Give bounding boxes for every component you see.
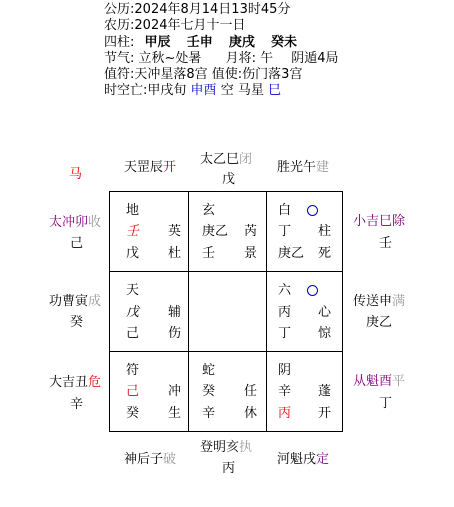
- sizhu-year: 甲辰: [144, 35, 171, 50]
- outer-right-bot-gan: 丁: [379, 396, 393, 411]
- outer-bot-right: [277, 452, 329, 468]
- outer-left-top: [49, 215, 101, 231]
- outer-top-left-tag: 开: [163, 160, 177, 175]
- circle-marker-icon: [307, 205, 318, 216]
- outer-left-bot-tag: 危: [88, 375, 102, 390]
- gongli-label: 公历: [104, 2, 131, 17]
- outer-left-bot-gan: 辛: [70, 397, 84, 412]
- jieqi-label: 节气: [104, 51, 131, 66]
- outer-bot-right-main: 河魁戌: [277, 452, 317, 467]
- grid-line-midleft: [188, 191, 189, 432]
- p4-star: 辅: [168, 305, 182, 320]
- outer-bot-right-tag: 定: [316, 452, 330, 467]
- outer-left-mid: [49, 294, 101, 310]
- p6-door: 惊: [318, 326, 332, 341]
- p3-star: 柱: [318, 224, 332, 239]
- p4-tian-gan: 戊: [126, 305, 140, 320]
- outer-right-mid-tag: 满: [392, 294, 406, 309]
- p2-di-gan: 壬: [202, 246, 216, 261]
- header-zhifu: [104, 67, 302, 83]
- ma-marker: 马: [69, 167, 83, 182]
- outer-top-right: [277, 160, 329, 176]
- sizhu-hour: 癸未: [271, 35, 298, 50]
- grid-line-midright: [266, 191, 267, 432]
- outer-top-mid-tag: 闭: [239, 152, 253, 167]
- outer-left-top-tag: 收: [88, 215, 102, 230]
- header-sizhu: [104, 35, 297, 51]
- p9-star: 蓬: [318, 384, 332, 399]
- outer-bot-mid-gan: 丙: [222, 461, 236, 476]
- p7-shen: 符: [126, 363, 140, 378]
- header-gongli: [104, 2, 290, 18]
- outer-left-mid-tag: 成: [88, 294, 102, 309]
- p4-di-gan: 己: [126, 326, 140, 341]
- outer-bot-left: [124, 452, 176, 468]
- header-nongli: [104, 18, 245, 34]
- outer-left-bot: [49, 375, 101, 391]
- outer-top-right-main: 胜光午: [277, 160, 317, 175]
- p4-shen: 天: [126, 283, 140, 298]
- p3-shen: 白: [278, 203, 292, 218]
- outer-top-left-main: 天罡辰: [124, 160, 164, 175]
- outer-right-top-gan: 壬: [379, 236, 393, 251]
- p7-tian-gan: 己: [126, 384, 140, 399]
- p2-door: 景: [244, 246, 258, 261]
- outer-right-top-main: 小吉巳: [353, 214, 393, 229]
- p2-tian-gan: 庚乙: [202, 224, 229, 239]
- sizhu-label: 四柱:: [104, 35, 135, 50]
- outer-bot-mid-main: 登明亥: [200, 440, 240, 455]
- outer-top-mid-main: 太乙巳: [200, 152, 240, 167]
- p8-door: 休: [244, 406, 258, 421]
- outer-right-top: [353, 214, 405, 230]
- outer-top-mid-gan: 戊: [222, 172, 236, 187]
- grid-line-top: [109, 191, 343, 192]
- outer-top-mid: [200, 152, 252, 168]
- shikong-mid: 空: [220, 83, 234, 98]
- outer-top-right-tag: 建: [316, 160, 330, 175]
- outer-right-mid: [353, 294, 405, 310]
- grid-line-left: [109, 191, 110, 432]
- outer-right-mid-main: 传送申: [353, 294, 393, 309]
- outer-bot-mid-tag: 执: [239, 440, 253, 455]
- outer-bot-mid: [200, 440, 252, 456]
- p8-shen: 蛇: [202, 363, 216, 378]
- outer-left-top-gan: 己: [70, 236, 84, 251]
- p6-di-gan: 丁: [278, 326, 292, 341]
- p6-shen: 六: [278, 283, 292, 298]
- yuejiang: 月将: 午: [225, 51, 274, 66]
- p8-star: 任: [244, 384, 258, 399]
- p1-di-gan: 戊: [126, 246, 140, 261]
- p3-door: 死: [318, 246, 332, 261]
- p7-star: 冲: [168, 384, 182, 399]
- jieqi-value: : 立秋~处暑: [130, 51, 202, 66]
- p1-tian-gan: 壬: [126, 224, 140, 239]
- sizhu-month: 壬申: [186, 35, 213, 50]
- outer-left-mid-main: 功曹寅: [49, 294, 89, 309]
- p4-door: 伤: [168, 326, 182, 341]
- grid-line-bottom: [109, 431, 343, 432]
- zhifu: 值符:天冲星落8宫: [104, 67, 208, 82]
- outer-left-bot-main: 大吉丑: [49, 375, 89, 390]
- shikong-kong: 申酉: [190, 83, 217, 98]
- p1-door: 杜: [168, 246, 182, 261]
- p7-door: 生: [168, 406, 182, 421]
- p1-shen: 地: [126, 203, 140, 218]
- outer-top-left: [124, 160, 176, 176]
- p8-tian-gan: 癸: [202, 384, 216, 399]
- p3-di-gan: 庚乙: [278, 246, 305, 261]
- p6-tian-gan: 丙: [278, 305, 292, 320]
- nongli-value: :2024年七月十一日: [130, 18, 246, 33]
- sizhu-day: 庚戌: [228, 35, 255, 50]
- outer-right-bot: [353, 374, 405, 390]
- dun-ju: 阴遁4局: [291, 51, 339, 66]
- outer-bot-left-tag: 破: [163, 452, 177, 467]
- p9-di-gan: 丙: [278, 406, 292, 421]
- outer-right-top-tag: 除: [392, 214, 406, 229]
- grid-line-right: [342, 191, 343, 432]
- outer-right-bot-tag: 平: [392, 374, 406, 389]
- p9-tian-gan: 辛: [278, 384, 292, 399]
- header-jieqi: [104, 51, 339, 67]
- grid-line-lower: [109, 351, 343, 352]
- outer-right-mid-gan: 庚乙: [366, 315, 393, 330]
- p6-star: 心: [318, 305, 332, 320]
- shikong-maxing: 马星: [237, 83, 264, 98]
- p3-tian-gan: 丁: [278, 224, 292, 239]
- p2-star: 芮: [244, 224, 258, 239]
- nongli-label: 农历: [104, 18, 131, 33]
- outer-bot-left-main: 神后子: [124, 452, 164, 467]
- p9-shen: 阴: [278, 363, 292, 378]
- outer-right-bot-main: 从魁酉: [353, 374, 393, 389]
- p2-shen: 玄: [202, 203, 216, 218]
- shikong-prefix: 时空亡:甲戌旬: [104, 83, 187, 98]
- p1-star: 英: [168, 224, 182, 239]
- outer-left-mid-gan: 癸: [70, 315, 84, 330]
- p8-di-gan: 辛: [202, 406, 216, 421]
- shikong-si: 巳: [268, 83, 282, 98]
- p9-door: 开: [318, 406, 332, 421]
- header-shikong: [104, 83, 281, 99]
- outer-left-top-main: 太冲卯: [49, 215, 89, 230]
- circle-marker-icon: [307, 285, 318, 296]
- grid-line-upper: [109, 271, 343, 272]
- gongli-value: :2024年8月14日13时45分: [130, 2, 291, 17]
- zhishi: 值使:伤门落3宫: [211, 67, 303, 82]
- p7-di-gan: 癸: [126, 406, 140, 421]
